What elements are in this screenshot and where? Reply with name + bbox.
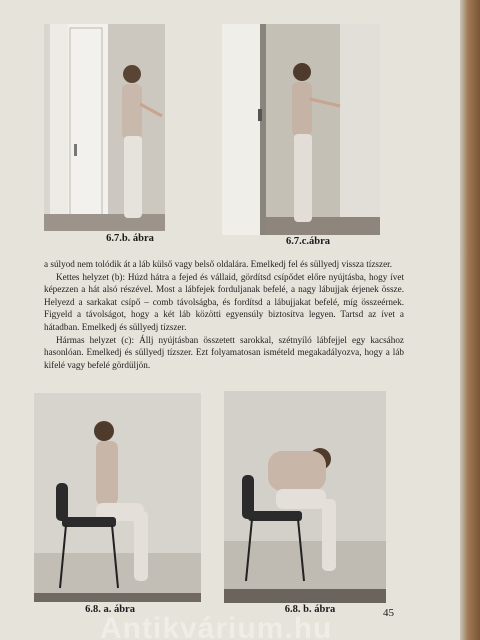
photo-standing-at-door-c bbox=[222, 24, 380, 235]
body-text bbox=[44, 258, 404, 371]
photo-seated-upright bbox=[34, 393, 201, 602]
paragraph-3: Hármas helyzet (c): Állj nyújtásban összetett sarokkal, szétnyíló lábfejjel egy kacsához hasonlóan. Emelkedj és süllyedj tízszer. Ezt folyamatosan ismételd megakadályozva, hogy a láb kifelé vagy befelé gördüljön. bbox=[44, 334, 404, 370]
paragraph-2: Kettes helyzet (b): Húzd hátra a fejed és vállaid, gördítsd csípődet előre nyújtásba, hogy ívet képezzen a hát alsó részével. Most a lábfejek forduljanak befelé, a nagy lábujjak érjenek össze. Helyezd a sarkakat csípő – comb távolságba, és fordítsd a lábujjakat befelé, míg összeérnek. Figyeld a távolságot, hogy a két láb közötti egyensúly biztosítva legyen. Tartsd az ívet a hátadban. Emelkedj és süllyedj tízszer. bbox=[44, 271, 404, 332]
paragraph-1: a súlyod nem tolódik át a láb külső vagy belső oldalára. Emelkedj fel és süllyedj vissza tízszer. bbox=[44, 259, 393, 269]
page-number: 45 bbox=[383, 607, 394, 619]
photo-seated-bent-forward bbox=[224, 391, 386, 603]
caption-fig-6-8-a: 6.8. a. ábra bbox=[85, 604, 135, 615]
caption-fig-6-7-c: 6.7.c.ábra bbox=[285, 236, 331, 247]
watermark-logo: Antikvárium.hu bbox=[100, 612, 333, 640]
page-edge bbox=[460, 0, 480, 640]
caption-fig-6-7-b: 6.7.b. ábra bbox=[106, 233, 154, 244]
photo-standing-at-door-b bbox=[44, 24, 165, 231]
caption-fig-6-8-b: 6.8. b. ábra bbox=[284, 604, 336, 615]
